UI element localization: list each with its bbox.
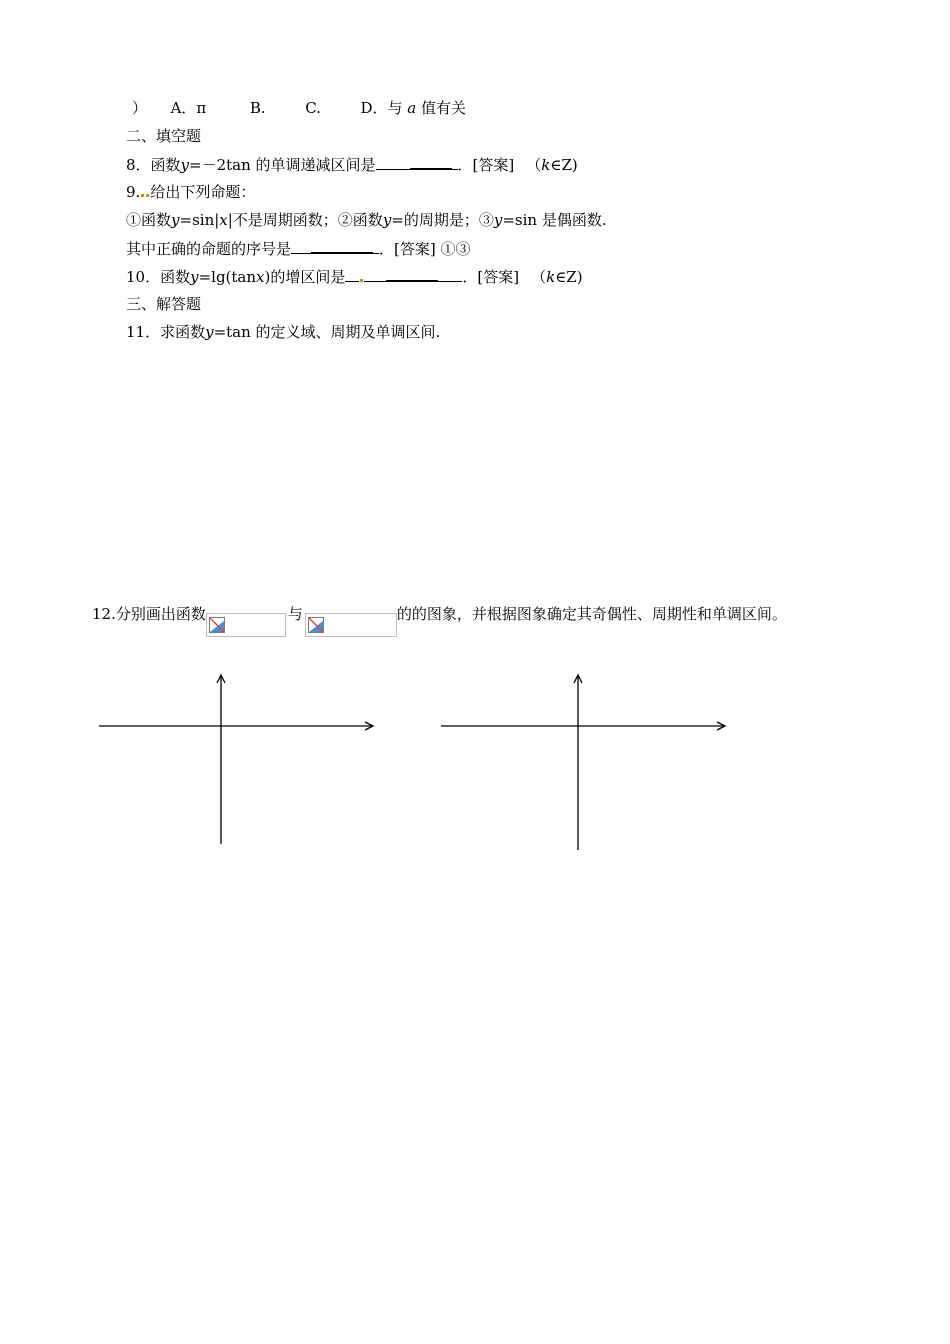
section-2-title: 二、填空题 xyxy=(126,127,202,145)
q8-answer-blank-thick xyxy=(410,154,452,170)
q10-prefix: 10．函数 xyxy=(126,268,191,286)
q10-expr1: =lg(tan xyxy=(198,268,257,286)
q9-p3-suffix: =sin 是偶函数. xyxy=(502,211,607,229)
question-9 xyxy=(126,182,255,202)
q9-mark-dot xyxy=(141,194,144,197)
q10-answer-blank-thick xyxy=(386,266,438,282)
coordinate-axes-right xyxy=(438,672,734,852)
q10-answer-close: ∈Z) xyxy=(555,268,583,286)
broken-image-icon xyxy=(308,617,324,633)
q8-answer-blank[interactable] xyxy=(376,155,410,170)
q7-option-d-prefix: D．与 xyxy=(360,99,403,117)
q9-answer-blank-thick xyxy=(311,238,373,254)
q10-answer-blank-mid xyxy=(364,267,386,282)
q10-var-x: x xyxy=(256,268,265,286)
q7-option-d-var: a xyxy=(407,99,417,117)
q10-answer-label: ．[答案] xyxy=(462,268,520,286)
q9-answer-suffix: ．[答案] ①③ xyxy=(379,240,471,258)
q7-option-d-suffix: 值有关 xyxy=(421,99,467,117)
question-12 xyxy=(92,602,787,627)
q12-middle: 与 xyxy=(287,605,303,623)
q10-answer-blank-tail xyxy=(438,267,462,282)
q9-p3-var-y: y xyxy=(493,211,503,229)
q9-answer-prefix: 其中正确的命题的序号是 xyxy=(126,240,292,258)
q7-option-c: C. xyxy=(305,99,321,117)
q9-mark-dot-2 xyxy=(146,194,149,197)
q12-function-image-1 xyxy=(206,613,286,637)
q10-answer-blank[interactable] xyxy=(345,267,359,282)
q9-p1-var-x: x xyxy=(219,211,228,229)
question-10 xyxy=(126,266,583,287)
q12-prefix: 12.分别画出函数 xyxy=(92,605,206,623)
q8-answer-label: ．[答案] xyxy=(457,156,515,174)
q9-p2-suffix: =的周期是；③ xyxy=(391,211,494,229)
q7-paren: ） xyxy=(132,99,148,117)
section-3-title: 三、解答题 xyxy=(126,295,202,313)
q7-option-a: A．π xyxy=(170,99,207,117)
q9-p1-suffix: |不是周期函数；②函数 xyxy=(227,211,383,229)
q11-var-y: y xyxy=(205,323,214,341)
q11-prefix: 11．求函数 xyxy=(126,323,206,341)
q8-var-k: k xyxy=(541,156,551,174)
question-9-propositions xyxy=(126,210,607,230)
q10-expr2: )的增区间是 xyxy=(264,268,346,286)
q9-p1-prefix: ①函数 xyxy=(126,211,172,229)
question-9-answer xyxy=(126,238,471,259)
q8-expr: =－2tan 的单调递减区间是 xyxy=(189,156,376,174)
q9-p1-expr: =sin| xyxy=(179,211,220,229)
question-11 xyxy=(126,322,440,342)
q9-number: 9. xyxy=(126,183,141,201)
q9-p1-var-y: y xyxy=(171,211,180,229)
q12-function-image-2 xyxy=(305,613,397,637)
broken-image-icon xyxy=(209,617,225,633)
q9-answer-blank[interactable] xyxy=(291,239,311,254)
q11-suffix: =tan 的定义域、周期及单调区间. xyxy=(213,323,441,341)
coordinate-axes-left xyxy=(96,672,386,846)
question-7-options xyxy=(132,98,466,118)
q10-answer-open: （ xyxy=(531,268,547,286)
question-8 xyxy=(126,154,578,175)
q8-var-y: y xyxy=(180,156,190,174)
q9-text: 给出下列命题： xyxy=(150,183,256,201)
q12-suffix: 的的图象，并根据图象确定其奇偶性、周期性和单调区间。 xyxy=(396,605,787,623)
q9-p2-var-y: y xyxy=(382,211,392,229)
q10-mark-dot xyxy=(360,279,363,282)
q7-option-b: B. xyxy=(249,99,266,117)
q8-prefix: 8．函数 xyxy=(126,156,181,174)
q10-var-k: k xyxy=(546,268,556,286)
q10-var-y: y xyxy=(190,268,199,286)
q8-answer-close: ∈Z) xyxy=(550,156,578,174)
q8-answer-open: （ xyxy=(526,156,542,174)
